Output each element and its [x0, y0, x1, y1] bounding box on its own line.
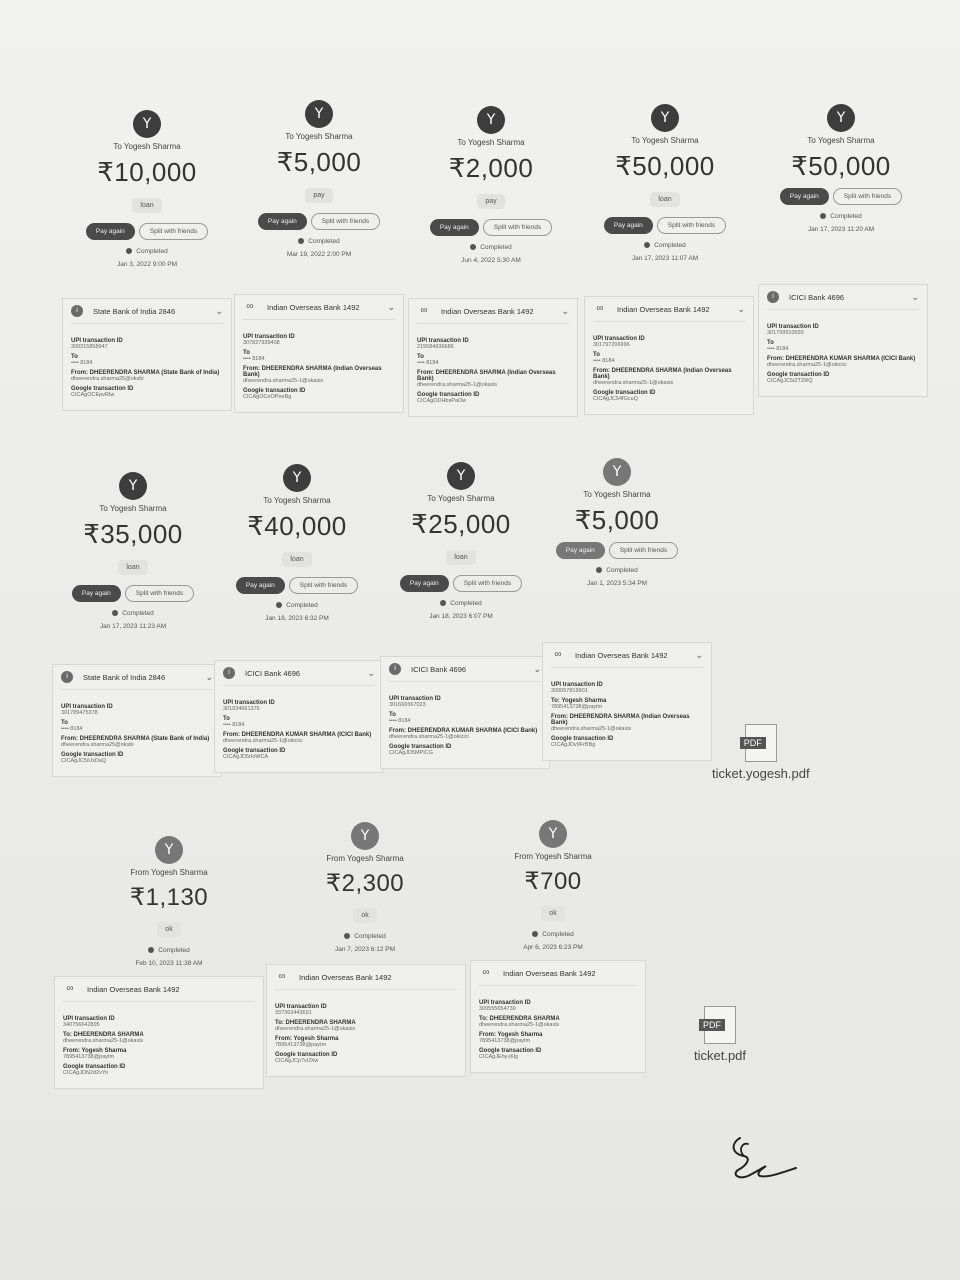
status: Completed [84, 947, 254, 954]
amount: ₹25,000 [411, 509, 511, 539]
bank-selector[interactable]: i ICICI Bank 4696 ⌄ [389, 663, 541, 682]
amount: ₹2,000 [448, 153, 534, 183]
payment-note: loan [118, 560, 147, 575]
amount: ₹50,000 [615, 151, 715, 181]
pay-again-button[interactable]: Pay again [604, 217, 653, 234]
handwritten-signature [726, 1130, 806, 1190]
payment-summary [84, 836, 254, 967]
bank-details-card: ∞ Indian Overseas Bank 1492 ⌄ UPI transaction ID 215584936686 To •••• 8184 From: DHEERENDRA SHARMA (Indian Overseas Bank) dheerendra.sharma25-1@okaxis Google transaction ID CICAgODHbsPaOw [408, 298, 578, 417]
date: Apr 6, 2023 6:23 PM [523, 944, 583, 951]
payment-note: loan [132, 198, 161, 213]
payee-label: To Yogesh Sharma [99, 504, 167, 513]
file-name: ticket.yogesh.pdf [712, 766, 810, 781]
date: Feb 10, 2023 11:38 AM [135, 960, 203, 967]
date: Jan 18, 2023 6:32 PM [265, 615, 329, 622]
amount: ₹40,000 [247, 511, 347, 541]
status: Completed [212, 602, 382, 609]
check-icon [596, 567, 602, 573]
amount: ₹2,300 [325, 870, 405, 897]
split-with-friends-button[interactable]: Split with friends [609, 542, 678, 559]
pay-again-button[interactable]: Pay again [86, 223, 135, 240]
split-with-friends-button[interactable]: Split with friends [311, 213, 380, 230]
payee-label: To Yogesh Sharma [583, 490, 651, 499]
status: Completed [376, 600, 546, 607]
split-with-friends-button[interactable]: Split with friends [139, 223, 208, 240]
date: Jan 7, 2023 6:12 PM [335, 946, 395, 953]
chevron-down-icon[interactable]: ⌄ [215, 305, 223, 316]
payer-label: From Yogesh Sharma [130, 868, 208, 877]
check-icon [644, 242, 650, 248]
bank-details-card: i State Bank of India 2846 ⌄ UPI transaction ID 301789475378 To •••• 8184 From: DHEERENDRA SHARMA (State Bank of India) dheerendra.sharma25@oksbi Google transaction ID CICAgJC5iUxDaQ [52, 664, 222, 777]
check-icon [344, 933, 350, 939]
chevron-down-icon[interactable]: ⌄ [533, 663, 541, 674]
bank-selector[interactable]: ∞ Indian Overseas Bank 1492 ⌄ [593, 303, 745, 322]
status: Completed [468, 931, 638, 938]
avatar: Y [447, 462, 475, 490]
amount: ₹5,000 [574, 505, 660, 535]
payment-summary [406, 106, 576, 264]
bank-logo-icon: ∞ [482, 967, 490, 978]
avatar: Y [539, 820, 567, 848]
chevron-down-icon[interactable]: ⌄ [911, 291, 919, 302]
bank-selector[interactable]: i ICICI Bank 4696 ⌄ [767, 291, 919, 310]
status: Completed [406, 244, 576, 251]
status: Completed [62, 248, 232, 255]
bank-selector[interactable]: ∞ Indian Overseas Bank 1492 [63, 983, 255, 1002]
date: Jan 3, 2022 9:00 PM [117, 261, 177, 268]
pay-again-button[interactable]: Pay again [400, 575, 449, 592]
bank-details-card: ∞ Indian Overseas Bank 1492 ⌄ UPI transaction ID 300057819901 To: Yogesh Sharma 7895413738@paytm From: DHEERENDRA SHARMA (Indian Overseas Bank) dheerendra.sharma25-1@okaxis Google transaction ID CICAgJDv9FrBBg [542, 642, 712, 761]
pdf-file-icon: PDF [704, 1006, 736, 1044]
avatar: Y [119, 472, 147, 500]
bank-selector[interactable]: ∞ Indian Overseas Bank 1492 ⌄ [551, 649, 703, 668]
payment-summary [532, 458, 702, 587]
split-with-friends-button[interactable]: Split with friends [125, 585, 194, 602]
status: Completed [532, 567, 702, 574]
bank-logo-icon: i [389, 663, 401, 675]
payment-note: pay [477, 194, 504, 209]
status: Completed [234, 238, 404, 245]
payer-label: From Yogesh Sharma [326, 854, 404, 863]
pay-again-button[interactable]: Pay again [780, 188, 829, 205]
payment-note: ok [541, 906, 564, 921]
date: Jan 17, 2023 11:23 AM [99, 623, 167, 630]
payee-label: To Yogesh Sharma [631, 136, 699, 145]
split-with-friends-button[interactable]: Split with friends [833, 188, 902, 205]
avatar: Y [827, 104, 855, 132]
payment-summary [376, 462, 546, 620]
payment-note: loan [650, 192, 679, 207]
avatar: Y [603, 458, 631, 486]
date: Jan 17, 2023 11:20 AM [807, 226, 875, 233]
amount: ₹50,000 [791, 151, 891, 181]
pdf-file-icon: PDF [745, 724, 777, 762]
payment-summary [234, 100, 404, 258]
bank-selector[interactable]: ∞ Indian Overseas Bank 1492 [275, 971, 457, 990]
check-icon [298, 238, 304, 244]
payment-summary [756, 104, 926, 233]
avatar: Y [155, 836, 183, 864]
date: Mar 19, 2022 2:00 PM [286, 251, 352, 258]
bank-selector[interactable]: ∞ Indian Overseas Bank 1492 [479, 967, 637, 986]
pay-again-button[interactable]: Pay again [258, 213, 307, 230]
payee-label: To Yogesh Sharma [263, 496, 331, 505]
chevron-down-icon[interactable]: ⌄ [205, 671, 213, 682]
pay-again-button[interactable]: Pay again [556, 542, 605, 559]
amount: ₹5,000 [276, 147, 362, 177]
bank-logo-icon: ∞ [596, 303, 604, 314]
payee-label: To Yogesh Sharma [285, 132, 353, 141]
payment-note: loan [282, 552, 311, 567]
bank-details-card: ∞ Indian Overseas Bank 1492 ⌄ UPI transaction ID 307827939408 To •••• 8184 From: DHEERENDRA SHARMA (Indian Overseas Bank) dheerendra.sharma25-1@okaxis Google transaction ID CICAgOCeOPeeBg [234, 294, 404, 413]
amount: ₹700 [524, 868, 582, 895]
chevron-down-icon[interactable]: ⌄ [387, 301, 395, 312]
avatar: Y [651, 104, 679, 132]
split-with-friends-button[interactable]: Split with friends [453, 575, 522, 592]
bank-details-card: i ICICI Bank 4696 ⌄ UPI transaction ID 301834661376 To •••• 8184 From: DHEERENDRA KUMAR SHARMA (ICICI Bank) dheerendra.sharma25-1@okicici Google transaction ID CICAgJD5rIoWCA [214, 660, 384, 773]
pay-again-button[interactable]: Pay again [72, 585, 121, 602]
bank-selector[interactable]: i State Bank of India 2846 ⌄ [61, 671, 213, 690]
payee-label: To Yogesh Sharma [113, 142, 181, 151]
bank-logo-icon: ∞ [278, 971, 286, 982]
pay-again-button[interactable]: Pay again [236, 577, 285, 594]
amount: ₹35,000 [83, 519, 183, 549]
date: Jan 18, 2023 6:07 PM [429, 613, 493, 620]
payment-note: ok [353, 908, 376, 923]
avatar: Y [133, 110, 161, 138]
file-name: ticket.pdf [694, 1048, 747, 1063]
split-with-friends-button[interactable]: Split with friends [483, 219, 552, 236]
pdf-attachment[interactable] [712, 724, 810, 781]
bank-logo-icon: ∞ [554, 649, 562, 660]
chevron-down-icon[interactable]: ⌄ [695, 649, 703, 660]
payee-label: To Yogesh Sharma [807, 136, 875, 145]
chevron-down-icon[interactable]: ⌄ [367, 667, 375, 678]
date: Jun 4, 2022 5:30 AM [461, 257, 521, 264]
bank-details-card: ∞ Indian Overseas Bank 1492 ⌄ UPI transaction ID 301797206996 To •••• 8184 From: DHEERENDRA SHARMA (Indian Overseas Bank) dheerendra.sharma25-1@okaxis Google transaction ID CICAgJC54fGcuQ [584, 296, 754, 415]
payment-summary [580, 104, 750, 262]
payment-summary [212, 464, 382, 622]
check-icon [532, 931, 538, 937]
bank-logo-icon: i [71, 305, 83, 317]
chevron-down-icon[interactable]: ⌄ [737, 303, 745, 314]
check-icon [276, 602, 282, 608]
payment-summary [62, 110, 232, 268]
pdf-attachment[interactable] [694, 1006, 746, 1063]
bank-details-card: ∞ Indian Overseas Bank 1492 UPI transaction ID 337363443691 To: DHEERENDRA SHARMA dheerendra.sharma25-1@okaxis From: Yogesh Sharma 7895413738@paytm Google transaction ID CICAgJCp7vlJXw [266, 964, 466, 1077]
bank-selector[interactable]: ∞ Indian Overseas Bank 1492 ⌄ [243, 301, 395, 320]
check-icon [148, 947, 154, 953]
status: Completed [280, 933, 450, 940]
payment-note: ok [157, 922, 180, 937]
bank-details-card: ∞ Indian Overseas Bank 1492 UPI transaction ID 340756642895 To: DHEERENDRA SHARMA dheerendra.sharma25-1@okaxis From: Yogesh Sharma 7895413738@paytm Google transaction ID CICAgJDN2d2vYo [54, 976, 264, 1089]
split-with-friends-button[interactable]: Split with friends [657, 217, 726, 234]
check-icon [112, 610, 118, 616]
check-icon [440, 600, 446, 606]
status: Completed [580, 242, 750, 249]
bank-selector[interactable]: ∞ Indian Overseas Bank 1492 ⌄ [417, 305, 569, 324]
payment-summary [48, 472, 218, 630]
chevron-down-icon[interactable]: ⌄ [561, 305, 569, 316]
payer-label: From Yogesh Sharma [514, 852, 592, 861]
payment-summary [468, 820, 638, 951]
status: Completed [48, 610, 218, 617]
split-with-friends-button[interactable]: Split with friends [289, 577, 358, 594]
bank-logo-icon: i [223, 667, 235, 679]
payee-label: To Yogesh Sharma [427, 494, 495, 503]
check-icon [470, 244, 476, 250]
bank-details-card: i State Bank of India 2846 ⌄ UPI transaction ID 300315858947 To •••• 8184 From: DHEERENDRA SHARMA (State Bank of India) dheerendra.sharma25@oksbi Google transaction ID CICAgOCEpvRIw [62, 298, 232, 411]
avatar: Y [283, 464, 311, 492]
avatar: Y [305, 100, 333, 128]
amount: ₹1,130 [129, 884, 209, 911]
bank-selector[interactable]: i State Bank of India 2846 ⌄ [71, 305, 223, 324]
payment-note: pay [305, 188, 332, 203]
pay-again-button[interactable]: Pay again [430, 219, 479, 236]
payment-summary [280, 822, 450, 953]
status: Completed [756, 213, 926, 220]
bank-details-card: i ICICI Bank 4696 ⌄ UPI transaction ID 301799910593 To •••• 8184 From: DHEERENDRA KUMAR SHARMA (ICICI Bank) dheerendra.sharma25-1@okicici Google transaction ID CICAgJC5iZTZRQ [758, 284, 928, 397]
avatar: Y [477, 106, 505, 134]
bank-details-card: ∞ Indian Overseas Bank 1492 UPI transaction ID 309555654730 To: DHEERENDRA SHARMA dheerendra.sharma25-1@okaxis From: Yogesh Sharma 7895413738@paytm Google transaction ID CICAgJEhy-j6Ig [470, 960, 646, 1073]
bank-logo-icon: ∞ [420, 305, 428, 316]
bank-details-card: i ICICI Bank 4696 ⌄ UPI transaction ID 301666567023 To •••• 8184 From: DHEERENDRA KUMAR SHARMA (ICICI Bank) dheerendra.sharma25-1@okicici Google transaction ID CICAgJD5MPICG [380, 656, 550, 769]
bank-logo-icon: i [767, 291, 779, 303]
payment-note: loan [446, 550, 475, 565]
bank-logo-icon: i [61, 671, 73, 683]
avatar: Y [351, 822, 379, 850]
date: Jan 1, 2023 5:34 PM [587, 580, 647, 587]
date: Jan 17, 2023 11:07 AM [631, 255, 699, 262]
bank-logo-icon: ∞ [66, 983, 74, 994]
bank-selector[interactable]: i ICICI Bank 4696 ⌄ [223, 667, 375, 686]
amount: ₹10,000 [97, 157, 197, 187]
check-icon [820, 213, 826, 219]
payee-label: To Yogesh Sharma [457, 138, 525, 147]
check-icon [126, 248, 132, 254]
bank-logo-icon: ∞ [246, 301, 254, 312]
